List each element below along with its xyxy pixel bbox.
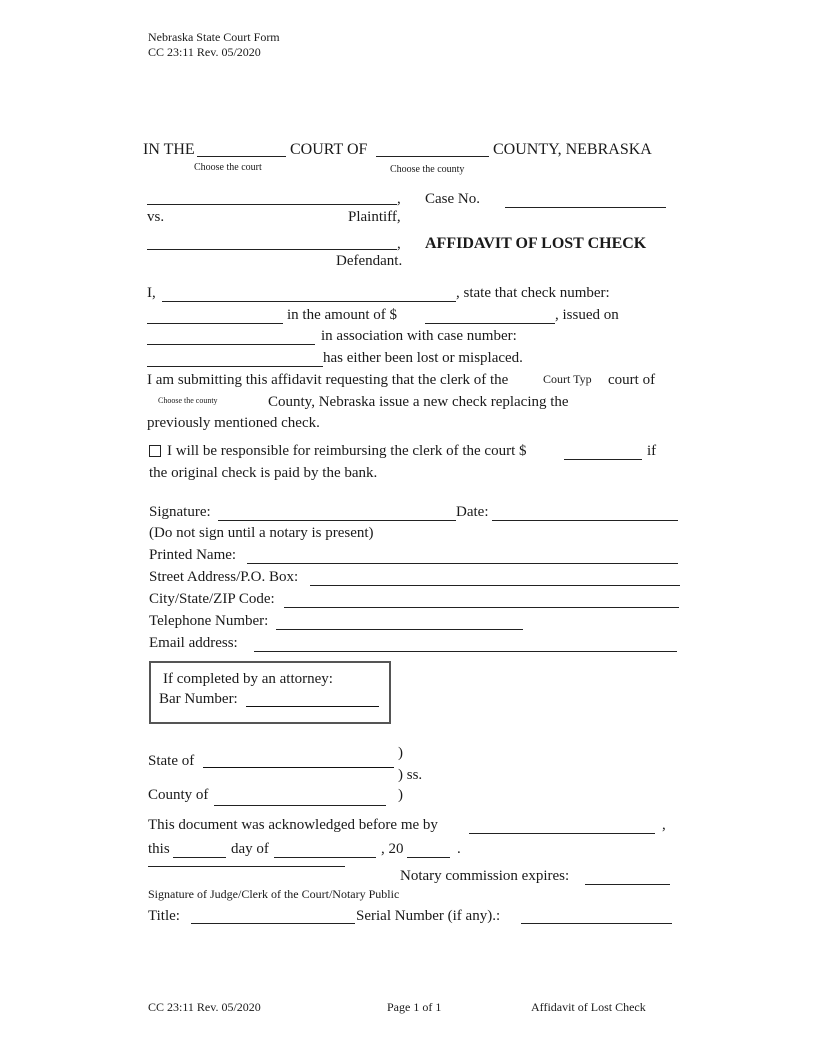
court-type-field[interactable] [197,140,286,157]
bar-number-label: Bar Number: [159,691,238,707]
acknowledged-by-field[interactable] [469,817,655,834]
submitting-text: I am submitting this affidavit requesting that the clerk of the [147,372,509,388]
ss-label: ) ss. [398,767,423,783]
issued-on-text: , issued on [555,307,619,323]
defendant-field[interactable] [147,233,397,250]
commission-field[interactable] [585,868,670,885]
period: . [457,841,461,857]
state-of-label: State of [148,753,195,769]
plaintiff-comma: , [397,191,401,207]
in-association-text: in association with case number: [321,328,517,344]
case-no-label: Case No. [425,191,480,207]
vs-label: vs. [147,209,165,225]
day-field[interactable] [173,841,226,858]
footer-form-id: CC 23:11 Rev. 05/2020 [148,1000,261,1014]
reimburse-amount-field[interactable] [564,443,642,460]
phone-field[interactable] [276,613,523,630]
notary-sig-caption: Signature of Judge/Clerk of the Court/Notary Public [148,887,400,901]
printed-name-field[interactable] [247,547,678,564]
check-number-field[interactable] [147,307,283,324]
attorney-heading: If completed by an attorney: [163,671,333,687]
lost-text: has either been lost or misplaced. [323,350,523,366]
footer-title: Affidavit of Lost Check [531,1000,646,1014]
year-field[interactable] [407,841,450,858]
form-id: CC 23:11 Rev. 05/2020 [148,45,261,59]
plaintiff-field[interactable] [147,188,397,205]
county-of-field[interactable] [214,789,386,806]
printed-name-label: Printed Name: [149,547,237,563]
email-label: Email address: [149,635,238,651]
i-label: I, [147,285,156,301]
footer-page: Page 1 of 1 [387,1000,442,1014]
affiant-name-field[interactable] [162,285,456,302]
email-field[interactable] [254,635,677,652]
defendant-label: Defendant. [336,253,403,269]
date-label: Date: [456,504,489,520]
day-of-label: day of [231,841,269,857]
state-of-field[interactable] [203,751,394,768]
in-the-label: IN THE [143,141,195,158]
defendant-comma: , [397,236,401,252]
choose-county-hint: Choose the county [390,164,465,175]
document-title: AFFIDAVIT OF LOST CHECK [425,235,647,252]
bar-number-field[interactable] [246,690,379,707]
reimburse-text: I will be responsible for reimbursing the clerk of the court $ [167,443,527,459]
phone-label: Telephone Number: [149,613,269,629]
acknowledged-text: This document was acknowledged before me by [148,817,438,833]
notary-signature-line[interactable] [148,866,345,867]
commission-label: Notary commission expires: [400,868,570,884]
street-field[interactable] [310,569,680,586]
state-that-text: , state that check number: [456,285,610,301]
case-no-field[interactable] [505,191,666,208]
plaintiff-label: Plaintiff, [348,209,401,225]
court-of-label: COURT OF [290,141,368,158]
previously-text: previously mentioned check. [147,415,320,431]
choose-court-hint: Choose the court [194,162,262,173]
title-label: Title: [148,908,180,924]
do-not-sign-note: (Do not sign until a notary is present) [149,525,374,541]
year-prefix: , 20 [381,841,404,857]
city-field[interactable] [284,591,679,608]
serial-label: Serial Number (if any).: [356,908,501,924]
date-field[interactable] [492,504,678,521]
case-number-field[interactable] [147,350,323,367]
court-type-select[interactable]: Court Typ [543,372,592,386]
court-of-text: court of [608,372,656,388]
county-field[interactable] [376,140,489,157]
county-issue-text: County, Nebraska issue a new check replacing the [268,394,569,410]
paren-3: ) [398,787,403,803]
acknowledged-comma: , [662,817,666,833]
month-field[interactable] [274,841,376,858]
city-label: City/State/ZIP Code: [149,591,275,607]
county-nebraska-label: COUNTY, NEBRASKA [493,141,652,158]
serial-field[interactable] [521,907,672,924]
county-of-label: County of [148,787,209,803]
issue-date-field[interactable] [147,328,315,345]
reimburse-checkbox[interactable] [149,445,161,457]
county-select[interactable]: Choose the county [158,396,218,405]
amount-field[interactable] [425,307,555,324]
this-label: this [148,841,170,857]
original-check-text: the original check is paid by the bank. [149,465,378,481]
form-agency: Nebraska State Court Form [148,30,280,44]
amount-label: in the amount of $ [287,307,397,323]
signature-label: Signature: [149,504,211,520]
reimburse-row [149,443,526,460]
title-field[interactable] [191,907,355,924]
paren-1: ) [398,745,403,761]
street-label: Street Address/P.O. Box: [149,569,299,585]
signature-field[interactable] [218,504,456,521]
reimburse-if-text: if [647,443,657,459]
